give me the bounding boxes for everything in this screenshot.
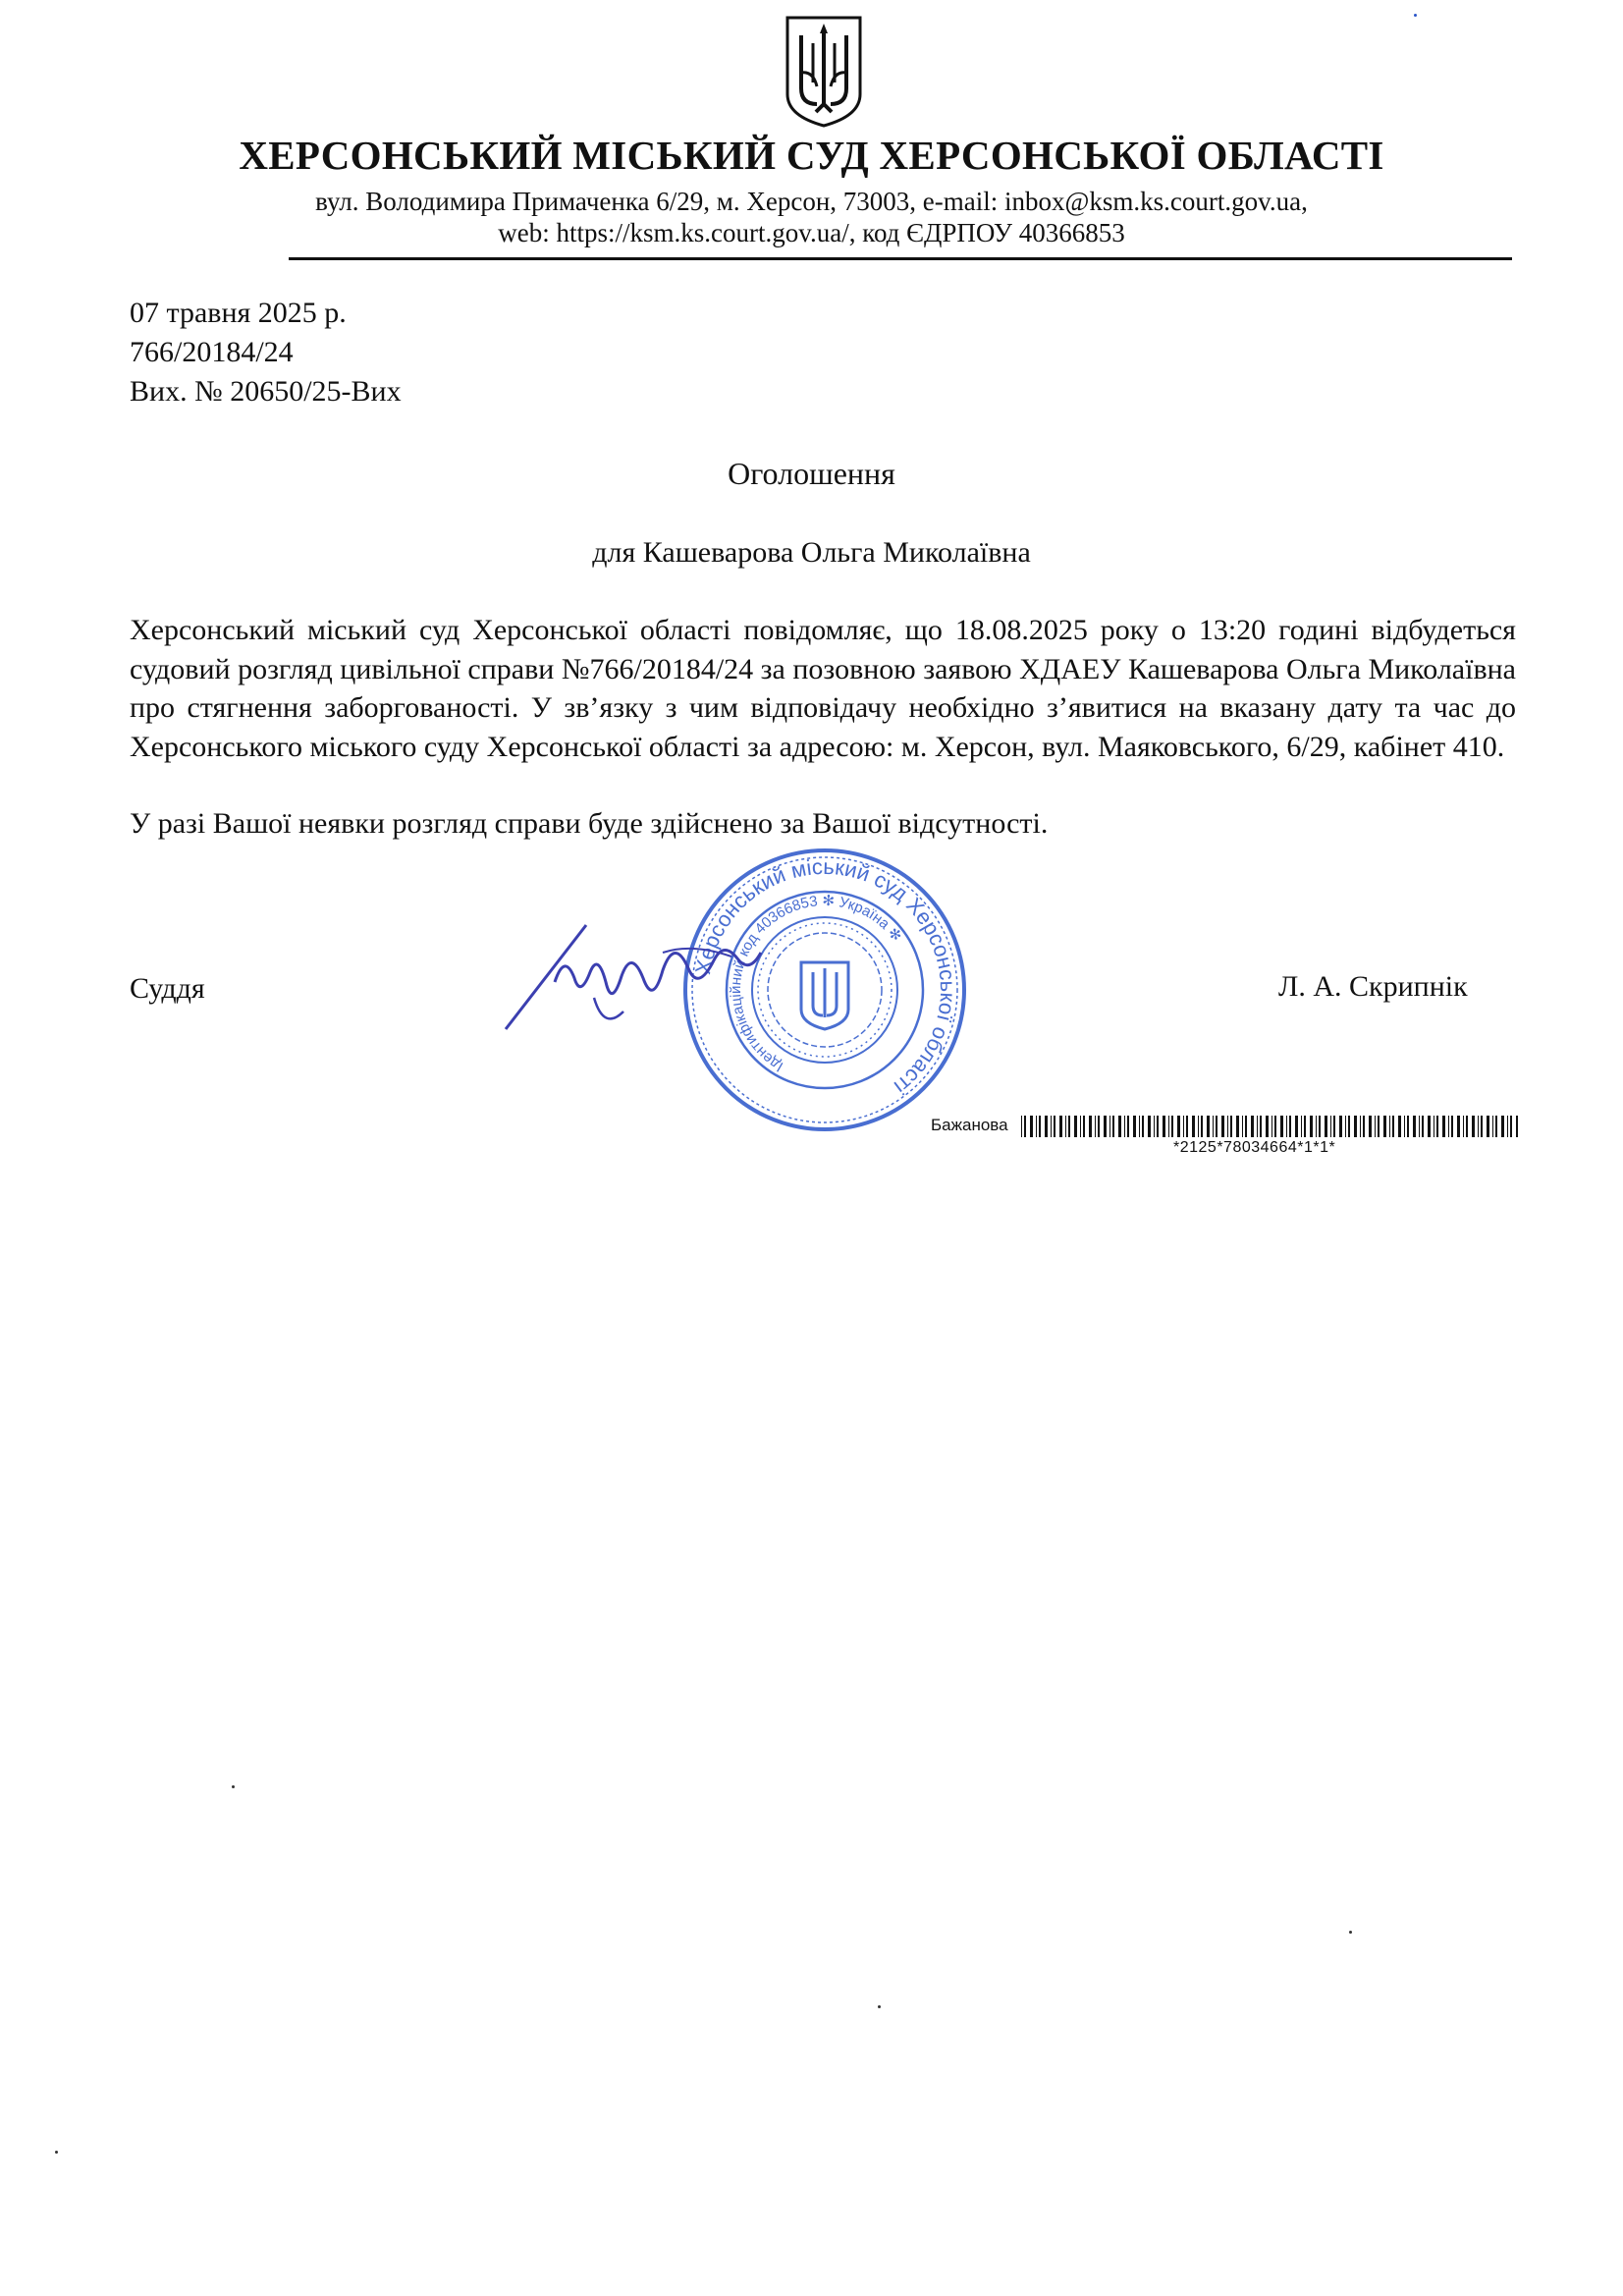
barcode-bar [1216, 1116, 1217, 1137]
case-number: 766/20184/24 [130, 336, 294, 368]
barcode-bar [1192, 1116, 1195, 1137]
court-address-line-1: вул. Володимира Примаченка 6/29, м. Херсон, 73003, e-mail: inbox@ksm.ks.court.gov.ua, [315, 187, 1308, 216]
barcode-bar [1230, 1116, 1232, 1137]
barcode-bar [1266, 1116, 1269, 1137]
barcode-bar [1098, 1116, 1100, 1137]
notice-body: Херсонський міський суд Херсонської області повідомляє, що 18.08.2025 року о 13:20 годині відбудеться судовий розгляд цивільної справи №766/20184/24 за позовною заявою ХДАЕУ Кашеварова Ольга Миколаївна про стягнення заборгованості. У зв’язку з чим відповідачу необхідно з’явитися на вказану дату та час до Херсонського міського суду Херсонської області за адресою: м. Херсон, вул. Маяковського, 6/29, кабінет 410. [130, 614, 1516, 763]
barcode-bar [1133, 1116, 1136, 1137]
barcode-bar [1487, 1116, 1489, 1137]
barcode-bar [1495, 1116, 1497, 1137]
barcode-bar [1280, 1116, 1283, 1137]
barcode-bar [1404, 1116, 1405, 1137]
barcode-bar [1422, 1116, 1424, 1137]
barcode-bar [1068, 1116, 1070, 1137]
barcode-bar [1392, 1116, 1394, 1137]
svg-text:Херсонський міський суд Херсон: Херсонський міський суд Херсонської області [690, 853, 961, 1100]
barcode-bar [1083, 1116, 1085, 1137]
barcode-bar [1407, 1116, 1409, 1137]
barcode-bar [1051, 1116, 1052, 1137]
barcode-bar [1507, 1116, 1508, 1137]
barcode-bar [1457, 1116, 1460, 1137]
barcode-bar [1109, 1116, 1110, 1137]
document-title: Оголошення [728, 456, 895, 491]
barcode-bar [1472, 1116, 1475, 1137]
barcode-bar [1104, 1116, 1107, 1137]
barcode-bar [1065, 1116, 1066, 1137]
barcode-bar [1201, 1116, 1203, 1137]
barcode-bar [1274, 1116, 1276, 1137]
barcode-bar [1339, 1116, 1342, 1137]
barcode-bar [1074, 1116, 1077, 1137]
barcode-bar [1451, 1116, 1453, 1137]
barcode-bar [1271, 1116, 1272, 1137]
barcode-bar [1168, 1116, 1169, 1137]
barcode-bar [1054, 1116, 1055, 1137]
document-date: 07 травня 2025 р. [130, 297, 347, 329]
barcode-bar [1148, 1116, 1151, 1137]
barcode-bar [1319, 1116, 1321, 1137]
barcode-bar [1510, 1116, 1512, 1137]
barcode-bar [1501, 1116, 1504, 1137]
judge-label: Суддя [130, 972, 205, 1005]
scan-speck [878, 2005, 881, 2008]
barcode-bar [1118, 1116, 1121, 1137]
barcode-bar [1139, 1116, 1140, 1137]
barcode-bar [1221, 1116, 1224, 1137]
barcode-bar [1301, 1116, 1302, 1137]
court-address-line-2: web: https://ksm.ks.court.gov.ua/, код ЄДРПОУ 40366853 [498, 218, 1125, 247]
barcode-bar [1348, 1116, 1350, 1137]
barcode-bar [1419, 1116, 1420, 1137]
barcode-bar [1198, 1116, 1199, 1137]
barcode-bar [1378, 1116, 1380, 1137]
barcode-bar [1466, 1116, 1468, 1137]
barcode-bar [1045, 1116, 1048, 1137]
scan-speck [1349, 1931, 1352, 1934]
barcode-bar [1389, 1116, 1390, 1137]
barcode [1021, 1116, 1518, 1137]
barcode-bar [1036, 1116, 1037, 1137]
barcode-bar [1345, 1116, 1346, 1137]
barcode-bar [1251, 1116, 1254, 1137]
barcode-bar [1286, 1116, 1287, 1137]
barcode-bar [1157, 1116, 1159, 1137]
barcode-bar [1177, 1116, 1180, 1137]
barcode-bar [1369, 1116, 1372, 1137]
barcode-bar [1363, 1116, 1365, 1137]
notice-closing: У разі Вашої неявки розгляд справи буде здійснено за Вашої відсутності. [130, 807, 1049, 840]
handwritten-signature [496, 913, 771, 1051]
barcode-bar [1304, 1116, 1306, 1137]
barcode-bar [1154, 1116, 1155, 1137]
barcode-bar [1316, 1116, 1317, 1137]
barcode-bar [1245, 1116, 1247, 1137]
barcode-bar [1310, 1116, 1313, 1137]
barcode-bar [1442, 1116, 1445, 1137]
barcode-bar [1478, 1116, 1479, 1137]
barcode-bar [1095, 1116, 1096, 1137]
barcode-bar [1213, 1116, 1214, 1137]
recipient-line: для Кашеварова Ольга Миколаївна [592, 536, 1031, 569]
barcode-bar [1089, 1116, 1092, 1137]
barcode-bar [1289, 1116, 1291, 1137]
outgoing-number: Вих. № 20650/25-Вих [130, 375, 402, 408]
barcode-bar [1481, 1116, 1483, 1137]
barcode-bar [1354, 1116, 1357, 1137]
scan-speck [55, 2151, 58, 2154]
barcode-bar [1413, 1116, 1416, 1137]
barcode-bar [1428, 1116, 1431, 1137]
barcode-bar [1383, 1116, 1386, 1137]
barcode-bar [1227, 1116, 1228, 1137]
barcode-bar [1183, 1116, 1184, 1137]
barcode-bar [1295, 1116, 1298, 1137]
barcode-bar [1127, 1116, 1129, 1137]
barcode-bar [1436, 1116, 1438, 1137]
svg-text:Ідентифікаційний код 40366853: Ідентифікаційний код 40366853 ✻ Україна ✻ [728, 892, 905, 1075]
trident-coat-of-arms-icon [784, 14, 864, 130]
barcode-bar [1360, 1116, 1361, 1137]
barcode-bar [1492, 1116, 1493, 1137]
barcode-bar [1257, 1116, 1258, 1137]
barcode-bar [1236, 1116, 1239, 1137]
barcode-bar [1039, 1116, 1041, 1137]
barcode-code: *2125*78034664*1*1* [1173, 1139, 1336, 1156]
barcode-bar [1163, 1116, 1165, 1137]
barcode-bar [1021, 1116, 1022, 1137]
barcode-bar [1171, 1116, 1173, 1137]
barcode-bar [1112, 1116, 1114, 1137]
scan-speck [1414, 14, 1417, 17]
judge-name: Л. А. Скрипнік [1278, 970, 1468, 1003]
barcode-bar [1463, 1116, 1464, 1137]
barcode-bar [1207, 1116, 1210, 1137]
barcode-bar [1398, 1116, 1401, 1137]
barcode-bar [1375, 1116, 1376, 1137]
barcode-bar [1024, 1116, 1026, 1137]
barcode-bar [1330, 1116, 1331, 1137]
barcode-bar [1080, 1116, 1081, 1137]
barcode-bar [1448, 1116, 1449, 1137]
barcode-bar [1333, 1116, 1335, 1137]
barcode-clerk-label: Бажанова [931, 1116, 1008, 1134]
barcode-bar [1186, 1116, 1188, 1137]
barcode-bar [1260, 1116, 1262, 1137]
barcode-bar [1142, 1116, 1144, 1137]
barcode-bar [1516, 1116, 1518, 1137]
barcode-bar [1242, 1116, 1243, 1137]
scan-speck [232, 1785, 235, 1788]
barcode-bar [1124, 1116, 1125, 1137]
barcode-bar [1325, 1116, 1327, 1137]
barcode-bar [1059, 1116, 1062, 1137]
barcode-bar [1030, 1116, 1033, 1137]
court-name: ХЕРСОНСЬКИЙ МІСЬКИЙ СУД ХЕРСОНСЬКОЇ ОБЛАСТІ [239, 133, 1384, 178]
header-divider [289, 257, 1512, 260]
